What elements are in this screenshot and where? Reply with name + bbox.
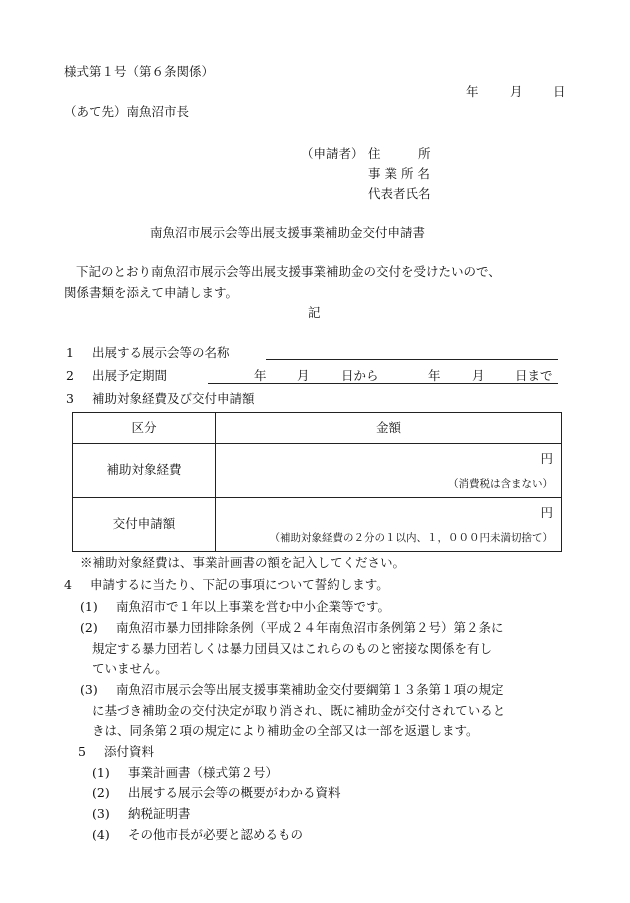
- attachment1-number: (1): [92, 765, 110, 780]
- applicant-address-label: 住 所: [368, 146, 431, 161]
- addressee: （あて先）南魚沼市長: [64, 104, 190, 119]
- item4-label: 申請するに当たり、下記の事項について誓約します。: [90, 577, 389, 592]
- eligible-expense-note: （消費税は含まない）: [448, 477, 553, 490]
- form-number: 様式第１号（第６条関係）: [64, 64, 215, 79]
- table-row: [73, 498, 562, 552]
- header-category: 区分: [73, 413, 216, 444]
- attachment2-number: (2): [92, 785, 110, 800]
- ki-heading: 記: [308, 305, 321, 320]
- item1-label: 出展する展示会等の名称: [92, 345, 230, 360]
- period-from-day: 日から: [341, 368, 379, 383]
- pledge3-line-3: きは、同条第２項の規定により補助金の全部又は一部を返還します。: [92, 723, 479, 738]
- row-requested-amount-label: 交付申請額: [73, 498, 216, 552]
- pledge3-line-1: 南魚沼市展示会等出展支援事業補助金交付要綱第１３条第１項の規定: [116, 682, 504, 697]
- period-from-year: 年: [254, 368, 267, 383]
- item3-number: 3: [66, 391, 74, 406]
- item3-label: 補助対象経費及び交付申請額: [92, 391, 255, 406]
- item2-number: 2: [66, 368, 74, 383]
- attachment1-text: 事業計画書（様式第２号）: [128, 765, 279, 780]
- header-amount: 金額: [216, 413, 562, 444]
- item1-number: 1: [66, 345, 74, 360]
- applicant-label: （申請者）: [301, 146, 364, 161]
- period-to-day: 日まで: [515, 368, 553, 383]
- table-footnote: ※補助対象経費は、事業計画書の額を記入してください。: [80, 555, 406, 570]
- item5-number: 5: [78, 744, 86, 759]
- eligible-expense-amount-cell[interactable]: [216, 444, 562, 498]
- attachment3-number: (3): [92, 806, 110, 821]
- exhibition-period-field[interactable]: [208, 383, 558, 384]
- pledge3-line-2: に基づき補助金の交付決定が取り消され、既に補助金が交付されていると: [92, 703, 506, 718]
- document-title: 南魚沼市展示会等出展支援事業補助金交付申請書: [150, 225, 426, 240]
- attachment4-number: (4): [92, 827, 110, 842]
- expense-table: [72, 412, 562, 552]
- eligible-expense-yen-unit: 円: [540, 451, 553, 466]
- date-year: 年: [466, 84, 479, 99]
- attachment4-text: その他市長が必要と認めるもの: [128, 827, 304, 842]
- period-to-month: 月: [472, 368, 485, 383]
- pledge2-line-1: 南魚沼市暴力団排除条例（平成２４年南魚沼市条例第２号）第２条に: [116, 620, 504, 635]
- requested-amount-note: （補助対象経費の２分の１以内、１，０００円未満切捨て）: [269, 531, 553, 544]
- pledge2-number: (2): [80, 620, 98, 635]
- row-eligible-expense-label: 補助対象経費: [73, 444, 216, 498]
- table-row: [73, 444, 562, 498]
- date-month: 月: [510, 84, 523, 99]
- period-to-year: 年: [428, 368, 441, 383]
- requested-amount-cell[interactable]: [216, 498, 562, 552]
- item4-number: 4: [64, 577, 72, 592]
- applicant-representative-label: 代表者氏名: [368, 186, 431, 201]
- intro-line-2: 関係書類を添えて申請します。: [64, 285, 239, 300]
- intro-line-1: 下記のとおり南魚沼市展示会等出展支援事業補助金の交付を受けたいので、: [76, 264, 501, 279]
- table-header-row: [73, 413, 562, 444]
- attachment2-text: 出展する展示会等の概要がわかる資料: [128, 785, 341, 800]
- requested-amount-yen-unit: 円: [540, 505, 553, 520]
- applicant-business-name-label: 事 業 所 名: [368, 166, 430, 181]
- pledge1-number: (1): [80, 599, 98, 614]
- pledge1-text: 南魚沼市で１年以上事業を営む中小企業等です。: [116, 599, 391, 614]
- item2-label: 出展予定期間: [92, 368, 168, 383]
- pledge3-number: (3): [80, 682, 98, 697]
- exhibition-name-field[interactable]: [266, 359, 558, 360]
- pledge2-line-3: ていません。: [92, 661, 168, 676]
- period-from-month: 月: [297, 368, 310, 383]
- item5-label: 添付資料: [104, 744, 155, 759]
- date-day: 日: [553, 84, 566, 99]
- pledge2-line-2: 規定する暴力団若しくは暴力団員又はこれらのものと密接な関係を有し: [92, 641, 493, 656]
- attachment3-text: 納税証明書: [128, 806, 191, 821]
